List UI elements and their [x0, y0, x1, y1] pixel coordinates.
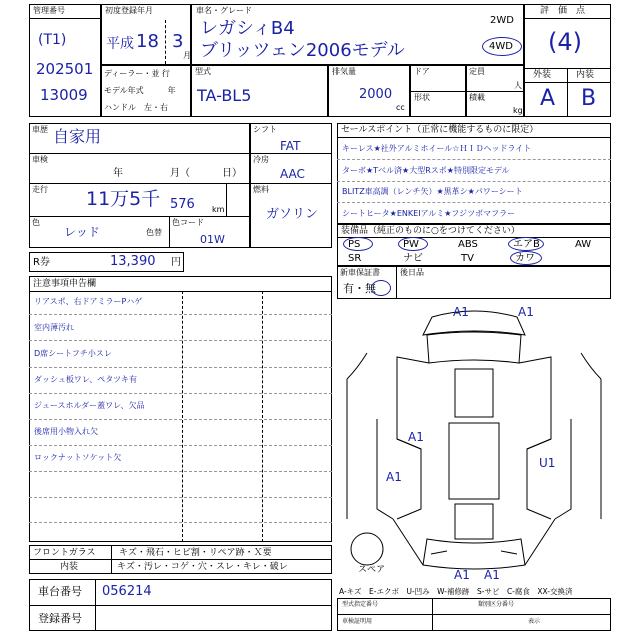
bottom-l4: 表示 — [528, 618, 541, 625]
legend: A-キズ E-エクボ U-凹み W-補修跡 S-サビ C-腐食 XX-交換済 — [339, 587, 573, 596]
recycle-label: R券 — [33, 257, 50, 268]
warranty-label: 新車保証書 — [340, 268, 380, 277]
naiso-value: B — [581, 86, 597, 111]
airbag-circle — [508, 237, 544, 251]
mileage-label: 走行 — [32, 185, 48, 194]
color-value: レッド — [64, 225, 100, 239]
sales-item: シートヒータ★ENKEIアルミ★フジツボマフラー — [342, 209, 516, 218]
equip-pw: PW — [403, 239, 419, 250]
inspection-day: 日） — [222, 168, 242, 179]
inspection-label-text: 車検 — [32, 155, 48, 164]
dealer-line1: ディーラー・並 行 — [104, 69, 170, 78]
equip-abs: ABS — [458, 239, 478, 250]
kanri-label: 管理番号 — [33, 6, 65, 15]
equip-label: 装備品（純正のものに○をつけてください） — [341, 226, 520, 236]
reg-month-unit: 月 — [183, 51, 191, 60]
car-label: 車名・グレード — [196, 6, 252, 15]
ps-circle — [343, 237, 373, 251]
leather-circle — [510, 251, 542, 265]
sales-label: セールスポイント（正常に機能するものに限定） — [341, 125, 539, 135]
warranty-circle — [371, 280, 391, 296]
mark-left-rear: A1 — [386, 470, 402, 484]
gaiso-label: 外装 — [533, 70, 552, 80]
history-value: 自家用 — [53, 127, 102, 146]
load-label: 積載 — [469, 93, 485, 102]
engine-label: 排気量 — [332, 67, 356, 76]
note-item: リアスポ、右ドアミラーPハゲ — [34, 297, 143, 306]
after-label: 後日品 — [400, 268, 424, 277]
hyoka-score: (4) — [548, 28, 582, 56]
capacity-unit: 人 — [514, 81, 522, 90]
chassis-label: 車台番号 — [38, 585, 82, 598]
shift-label: シフト — [253, 125, 277, 134]
sales-item: ターボ★Tベル済★大型Rスポ★特別限定モデル — [342, 166, 510, 175]
color-change-label: 色替 — [146, 228, 162, 237]
equip-ps: PS — [348, 239, 361, 250]
car-name: レガシィB4 — [200, 18, 295, 39]
interior-desc: キズ・汚レ・コゲ・穴・スレ・キレ・破レ — [117, 562, 288, 572]
fuel-value: ガソリン — [266, 207, 319, 222]
reg-year: 18 — [136, 31, 159, 52]
mileage-value: 11万5千 — [86, 188, 161, 210]
bottom-l1: 型式指定番号 — [342, 601, 379, 608]
mark-right-side: U1 — [539, 456, 556, 470]
sales-item: キーレス★社外アルミホイール☆ＨＩＤヘッドライト — [342, 144, 532, 153]
mark-front-left: A1 — [453, 305, 469, 319]
capacity-label: 定員 — [469, 67, 485, 76]
ac-label: 冷房 — [253, 155, 269, 164]
chassis-value: 056214 — [102, 584, 152, 599]
color-label: 色 — [32, 218, 40, 227]
reg-era: 平成 — [106, 36, 134, 52]
car-diagram — [337, 299, 611, 584]
mark-front-right: A1 — [518, 305, 534, 319]
engine-value: 2000 — [359, 87, 393, 102]
recycle-value: 13,390 — [110, 254, 156, 269]
glass-label: フロントガラス — [33, 548, 96, 558]
note-item: 室内薄汚れ — [34, 323, 74, 332]
kanri-t1: (T1) — [38, 32, 67, 48]
equip-tv: TV — [461, 253, 474, 264]
interior-label: 内装 — [60, 562, 79, 572]
shift-value: FAT — [280, 139, 301, 153]
reg-month: 3 — [172, 31, 184, 52]
mileage-unit: km — [212, 205, 225, 214]
equip-airbag: エアB — [513, 239, 540, 250]
bottom-l2: 類別区分番号 — [478, 601, 515, 608]
mark-left-door: A1 — [408, 430, 424, 444]
pw-circle — [398, 237, 428, 251]
note-item: ロックナットソケット欠 — [34, 453, 122, 462]
bottom-l3: 車検証明用 — [342, 618, 373, 625]
color-code: 01W — [200, 233, 225, 246]
note-item: ジュースホルダー蓋ワレ、欠品 — [34, 401, 145, 410]
mileage-sub: 576 — [170, 197, 195, 212]
recycle-box — [29, 252, 184, 272]
spare-label: スペア — [358, 565, 386, 575]
naiso-label: 内装 — [576, 70, 595, 80]
model-label: 型式 — [195, 67, 211, 76]
inspection-year: 年 — [113, 168, 123, 179]
hyoka-label: 評 価 点 — [540, 6, 586, 16]
recycle-unit: 円 — [171, 257, 181, 268]
kanri-no2: 13009 — [40, 86, 88, 104]
note-item: D席シートフチ小スレ — [34, 349, 112, 358]
shape-label: 形状 — [414, 93, 430, 102]
dealer-line3: ハンドル 左・右 — [104, 103, 168, 112]
equip-aw: AW — [575, 239, 592, 250]
inspection-month: 月（ — [170, 168, 190, 179]
equip-sr: SR — [348, 253, 362, 264]
history-label: 車歴 — [32, 125, 48, 134]
load-unit: kg — [513, 106, 523, 115]
engine-unit: cc — [396, 103, 405, 112]
sales-item: BLITZ車高調（レンチ矢）★黒革シ★パワーシート — [342, 187, 523, 196]
register-label: 登録番号 — [38, 612, 82, 625]
mark-rear-left: A1 — [454, 568, 470, 582]
ac-value: AAC — [280, 167, 305, 181]
fuel-label: 燃料 — [253, 185, 269, 194]
car-2wd: 2WD — [490, 15, 514, 26]
note-item: 後席用小物入れ欠 — [34, 427, 98, 436]
equip-navi: ナビ — [403, 253, 423, 264]
notes-label: 注意事項申告欄 — [33, 279, 97, 289]
car-4wd: 4WD — [489, 41, 513, 52]
gaiso-value: A — [540, 86, 556, 111]
warranty-value: 有・無 — [343, 282, 376, 295]
dealer-line2: モデル年式 年 — [104, 86, 176, 95]
equip-leather: カワ — [515, 253, 535, 264]
door-label: ドア — [414, 67, 430, 76]
mark-rear-right: A1 — [484, 568, 500, 582]
reg-label: 初度登録年月 — [105, 6, 153, 15]
model-value: TA-BL5 — [197, 86, 252, 105]
note-item: ダッシュ板ワレ、ペタツキ有 — [34, 375, 137, 384]
kanri-no1: 202501 — [36, 60, 94, 78]
color-code-label: 色コード — [172, 218, 204, 227]
car-grade: ブリッツェン2006モデル — [200, 40, 405, 61]
glass-desc: キズ・飛石・ヒビ割・リペア跡・Ｘ要 — [119, 548, 272, 558]
